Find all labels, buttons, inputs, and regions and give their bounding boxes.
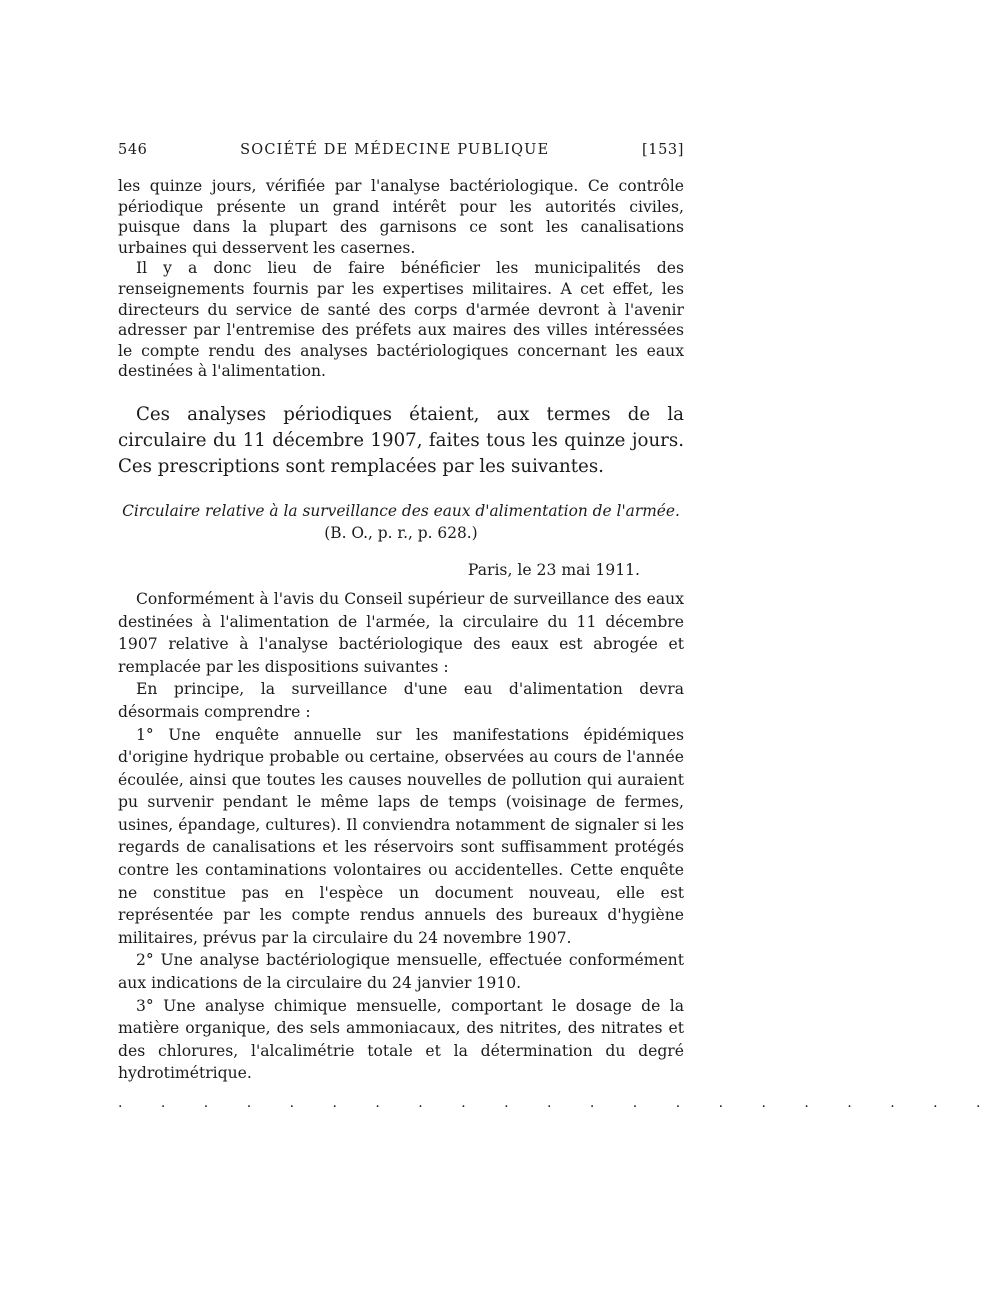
paragraph-continued: les quinze jours, vérifiée par l'analyse bactériologique. Ce contrôle périodique présente un grand intérêt pour les autorités civiles, puisque dans la plupart des garnisons ce sont les canalisations urbaines qui desservent les casernes. [118,177,684,257]
item-1-enquete: 1° Une enquête annuelle sur les manifestations épidémiques d'origine hydrique probable ou certaine, observées au cours de l'année écoulée, ainsi que toutes les causes nouvelles de pollution qui auraient pu survenir pendant le même laps de temps (voisinage de fermes, usines, épandage, cultures). Il conviendra notamment de signaler si les regards de canalisations et les réservoirs sont suffisamment protégés contre les contaminations volontaires ou accidentelles. Cette enquête ne constitue pas en l'espèce un document nouveau, elle est représentée par les compte rendus annuels des bureaux d'hygiène militaires, prévus par la circulaire du 24 novembre 1907. [118,725,684,947]
paragraph-conformement: Conformément à l'avis du Conseil supérieur de surveillance des eaux destinées à l'alimentation de l'armée, la circulaire du 11 décembre 1907 relative à l'analyse bactériologique des eaux est abrogée et remplacée par les dispositions suivantes : [118,589,684,676]
intro-paragraph: Ces analyses périodiques étaient, aux termes de la circulaire du 11 décembre 1907, faites tous les quinze jours. Ces prescriptions sont remplacées par les suivantes. [118,403,684,477]
circular-reference: (B. O., p. r., p. 628.) [324,523,478,542]
continued-text-block [118,176,684,382]
bracket-number: [153] [642,142,684,158]
circular-date: Paris, le 23 mai 1911. [467,560,640,579]
ellipsis-line: . . . . . . . . . . . . . . . . . . . . . [118,1095,997,1111]
item-2-analyse-bacteriologique: 2° Une analyse bactériologique mensuelle, effectuée conformément aux indications de la circulaire du 24 janvier 1910. [118,951,684,993]
intro-block [118,402,684,480]
running-title: SOCIÉTÉ DE MÉDECINE PUBLIQUE [240,142,550,158]
book-page [118,142,997,1113]
page-number: 546 [118,142,148,158]
circular-body [118,588,684,1085]
item-3-analyse-chimique: 3° Une analyse chimique mensuelle, comportant le dosage de la matière organique, des sels ammoniacaux, des nitrites, des nitrates et des chlorures, l'alcalimétrie totale et la détermination du degré hydrotimétrique. [118,996,684,1083]
running-header [118,142,684,176]
circular-title: Circulaire relative à la surveillance des eaux d'alimentation de l'armée. [122,501,680,520]
paragraph-municipalites: Il y a donc lieu de faire bénéficier les municipalités des renseignements fournis par les expertises militaires. A cet effet, les directeurs du service de santé des corps d'armée devront à l'avenir adresser par l'entremise des préfets aux maires des villes intéressées le compte rendu des analyses bactériologiques concernant les eaux destinées à l'alimentation. [118,259,684,381]
paragraph-en-principe: En principe, la surveillance d'une eau d'alimentation devra désormais comprendre : [118,680,684,721]
